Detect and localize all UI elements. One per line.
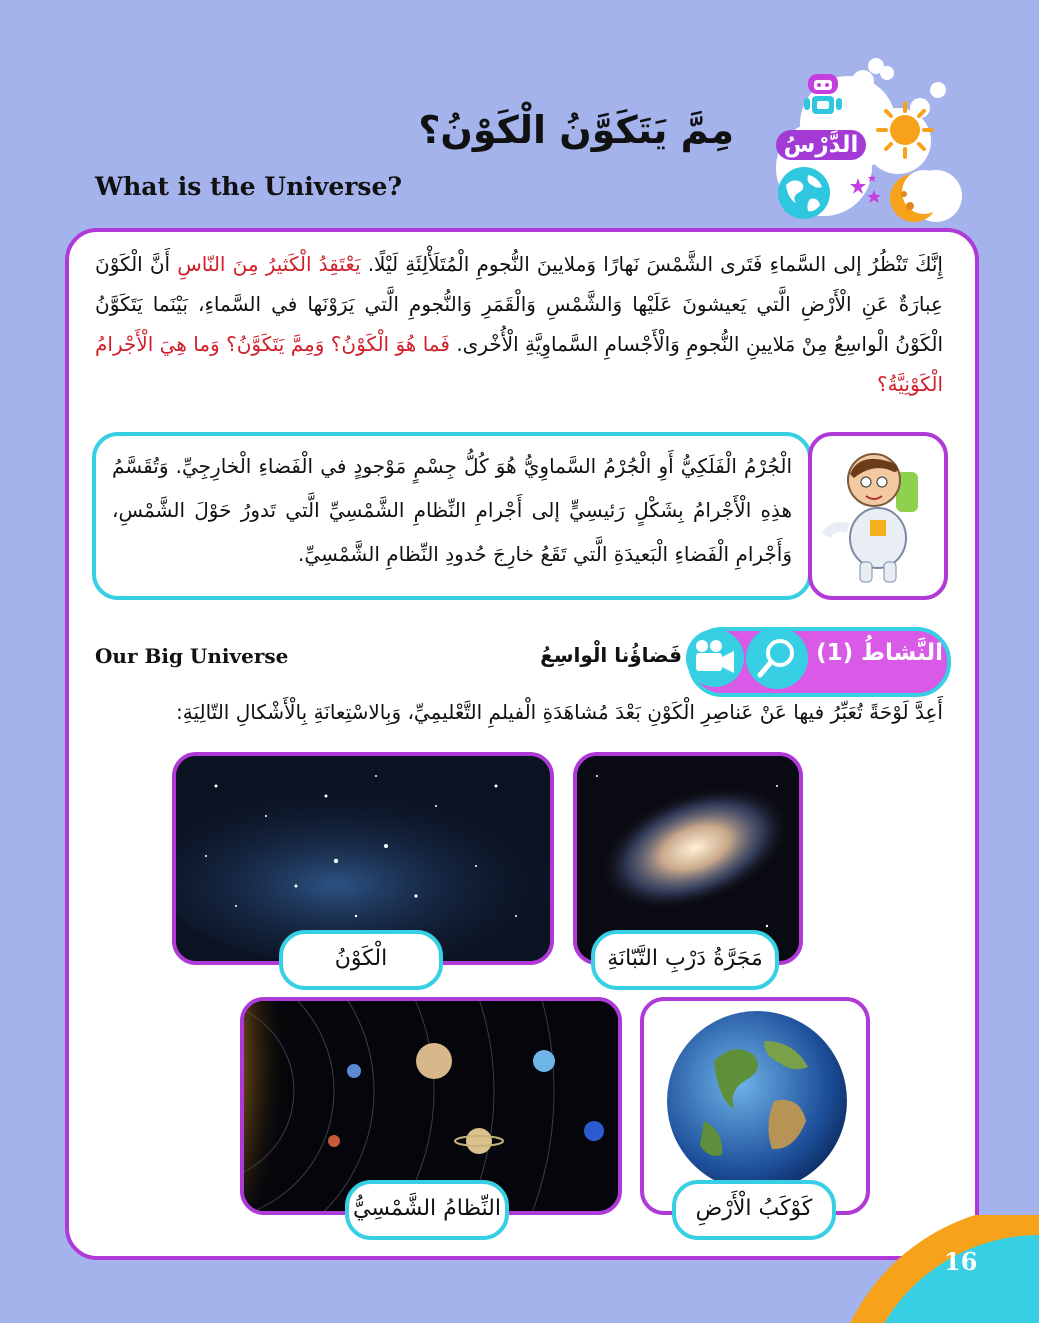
page-title-arabic: مِمَّ يَتَكَوَّنُ الْكَوْنُ؟: [418, 108, 734, 152]
page-number: 16: [944, 1247, 978, 1276]
intro-line-3: بَيْنَما يَتَكَوَّنُ الْكَوْنُ الْواسِعُ مِنْ مَلايينِ النُّجومِ وَالْأَجْسامِ السَّماوِيَّةِ الْأُخْرى.: [95, 292, 944, 356]
caption-milky-way: مَجَرَّةُ دَرْبِ التَّبّانَةِ: [591, 930, 779, 990]
astronaut-frame: [808, 432, 948, 600]
robot-icon: [800, 72, 846, 120]
caption-universe: الْكَوْنُ: [279, 930, 443, 990]
intro-line-2: أَنَّ الْكَوْنَ عِبارَةٌ عَنِ الْأَرْضِ الَّتي يَعيشونَ عَلَيْها وَالشَّمْسِ وَالْقَمَرِ وَالنُّجومِ الَّتي يَرَوْنَها في السَّماءِ،: [95, 252, 943, 316]
info-line-3: الشَّمْسِ، وَأَجْرامِ الْفَضاءِ الْبَعيدَةِ الَّتي تَقَعُ خارِجَ حُدودِ النِّظامِ الشَّمْسِيِّ.: [112, 498, 792, 566]
activity-title: النَّشاطُ (1): [816, 640, 943, 666]
intro-paragraph: [95, 244, 943, 404]
astronaut-icon: [812, 436, 944, 596]
intro-line-4: يَتَكَوَّنُ؟ وَما هِيَ الْأَجْرامُ الْكَوْنِيَّةُ؟: [95, 332, 943, 396]
intro-line-3-question: فَما هُوَ الْكَوْنُ؟ وَمِمَّ: [290, 332, 450, 356]
info-line-1: الْجُرْمُ الْفَلَكِيُّ أَوِ الْجُرْمُ السَّماوِيُّ هُوَ كُلُّ جِسْمٍ مَوْجودٍ في الْفَضاءِ الْخارِجِيِّ.: [175, 454, 793, 478]
activity-subtitle: فَضاؤُنا الْواسِعُ: [540, 643, 682, 667]
video-camera-icon: [686, 627, 744, 689]
globe-icon: [776, 165, 832, 221]
moon-stars-icon: [846, 170, 942, 226]
lesson-label: الدَّرْسُ: [776, 130, 866, 160]
sun-icon: [875, 100, 935, 160]
caption-solar-system: النِّظامُ الشَّمْسِيُّ: [345, 1180, 509, 1240]
page-title-english: What is the Universe?: [95, 172, 403, 201]
activity-title-english: Our Big Universe: [95, 644, 289, 668]
intro-line-1: إِنَّكَ تَنْظُرُ إلى السَّماءِ فَتَرى الشَّمْسَ نَهارًا وَملايينَ النُّجومِ الْمُتَلَأْلِئَةِ لَيْلًا.: [367, 252, 943, 276]
info-text: [112, 444, 792, 576]
info-line-2: وَتُقَسَّمُ هذِهِ الْأَجْرامُ بِشَكْلٍ رَئيسِيٍّ إلى أَجْرامِ النِّظامِ الشَّمْسِيِّ الَّتي تَدورُ حَوْلَ: [112, 454, 792, 522]
activity-instruction: أَعِدَّ لَوْحَةً تُعَبِّرُ فيها عَنْ عَناصِرِ الْكَوْنِ بَعْدَ مُشاهَدَةِ الْفيلمِ التَّعْليمِيِّ، وَبِالاسْتِعانَةِ بِالْأَشْكالِ التّالِيَةِ:: [175, 700, 943, 724]
intro-line-1-highlight: يَعْتَقِدُ الْكَثيرُ مِنَ النّاسِ: [177, 252, 361, 276]
corner-decoration: [820, 1215, 1039, 1323]
magnifier-icon: [746, 627, 808, 689]
caption-earth: كَوْكَبُ الْأَرْضِ: [672, 1180, 836, 1240]
